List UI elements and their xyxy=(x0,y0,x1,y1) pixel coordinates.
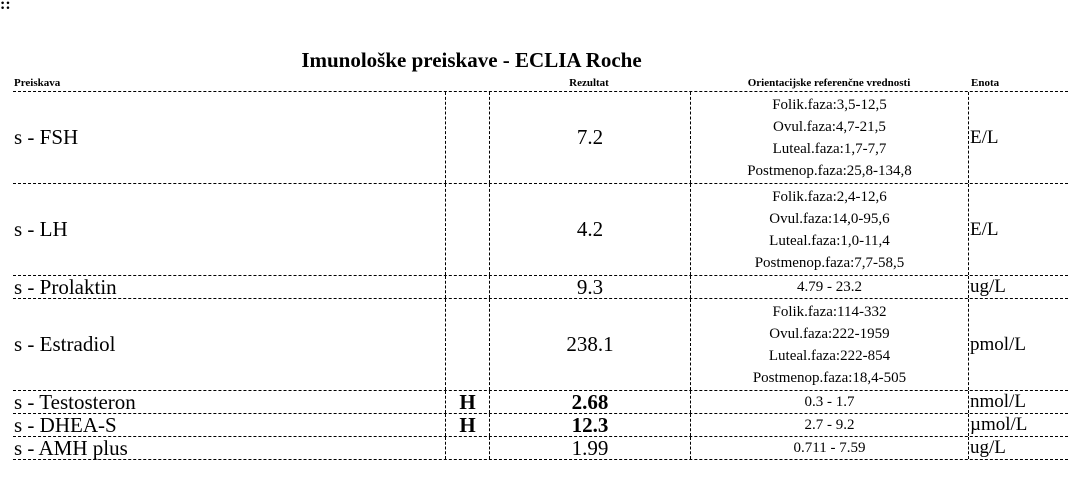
abnormal-flag xyxy=(446,184,489,275)
abnormal-flag xyxy=(446,92,489,183)
abnormal-flag xyxy=(446,299,489,390)
reference-line: Luteal.faza:1,7-7,7 xyxy=(772,140,887,157)
reference-line: Postmenop.faza:25,8-134,8 xyxy=(747,162,912,179)
test-name: s - Estradiol xyxy=(14,332,116,356)
abnormal-flag: H xyxy=(459,389,476,414)
test-name: s - LH xyxy=(14,217,68,241)
reference-line: 0.711 - 7.59 xyxy=(793,440,866,456)
abnormal-flag xyxy=(446,437,489,459)
test-result: 238.1 xyxy=(566,332,614,356)
reference-line: Ovul.faza:14,0-95,6 xyxy=(769,210,890,227)
table-row xyxy=(13,299,1068,391)
table-row xyxy=(13,276,1068,299)
reference-line: Folik.faza:2,4-12,6 xyxy=(772,188,887,205)
reference-line: Luteal.faza:222-854 xyxy=(768,347,891,364)
abnormal-flag: H xyxy=(459,412,476,437)
test-unit: nmol/L xyxy=(970,391,1026,412)
test-result: 4.2 xyxy=(576,217,604,241)
header-reference: Orientacijske referenčne vrednosti xyxy=(747,77,911,89)
reference-range xyxy=(691,391,968,413)
reference-line: Folik.faza:3,5-12,5 xyxy=(772,96,887,113)
test-name: s - Testosteron xyxy=(14,389,136,414)
reference-range xyxy=(691,299,968,390)
test-name: s - DHEA-S xyxy=(14,412,117,437)
header-unit: Enota xyxy=(971,77,1000,89)
test-result: 1.99 xyxy=(571,435,609,460)
header-result: Rezultat xyxy=(569,77,609,89)
reference-line: Ovul.faza:222-1959 xyxy=(769,325,890,342)
test-unit: E/L xyxy=(970,126,999,148)
test-result: 2.68 xyxy=(571,389,609,414)
test-name: s - FSH xyxy=(14,125,79,149)
test-result: 9.3 xyxy=(576,274,604,299)
test-unit: ug/L xyxy=(970,276,1006,297)
report-title: Imunološke preiskave - ECLIA Roche xyxy=(301,48,642,72)
test-result: 12.3 xyxy=(571,412,609,437)
table-row xyxy=(13,92,1068,184)
reference-line: 4.79 - 23.2 xyxy=(797,279,862,295)
table-row xyxy=(13,391,1068,414)
reference-line: 2.7 - 9.2 xyxy=(804,417,855,433)
reference-line: Luteal.faza:1,0-11,4 xyxy=(769,232,890,249)
test-unit: E/L xyxy=(970,218,999,240)
test-unit: ug/L xyxy=(970,437,1006,458)
table-row xyxy=(13,414,1068,437)
test-name: s - AMH plus xyxy=(14,435,128,460)
reference-range xyxy=(691,437,968,459)
table-row xyxy=(13,184,1068,276)
reference-range xyxy=(691,92,968,183)
reference-line: Postmenop.faza:7,7-58,5 xyxy=(754,254,905,271)
results-table xyxy=(13,92,1068,460)
reference-line: Folik.faza:114-332 xyxy=(772,303,887,320)
test-unit: pmol/L xyxy=(970,333,1026,355)
test-result: 7.2 xyxy=(576,125,604,149)
header-test: Preiskava xyxy=(14,77,61,89)
table-row xyxy=(13,437,1068,460)
reference-range xyxy=(691,414,968,436)
corner-mark: :: xyxy=(0,0,11,13)
abnormal-flag xyxy=(446,276,489,298)
test-unit: µmol/L xyxy=(970,414,1028,435)
reference-line: Postmenop.faza:18,4-505 xyxy=(752,369,907,386)
reference-line: 0.3 - 1.7 xyxy=(804,394,855,410)
reference-range xyxy=(691,184,968,275)
test-name: s - Prolaktin xyxy=(14,274,117,299)
reference-range xyxy=(691,276,968,298)
reference-line: Ovul.faza:4,7-21,5 xyxy=(773,118,886,135)
